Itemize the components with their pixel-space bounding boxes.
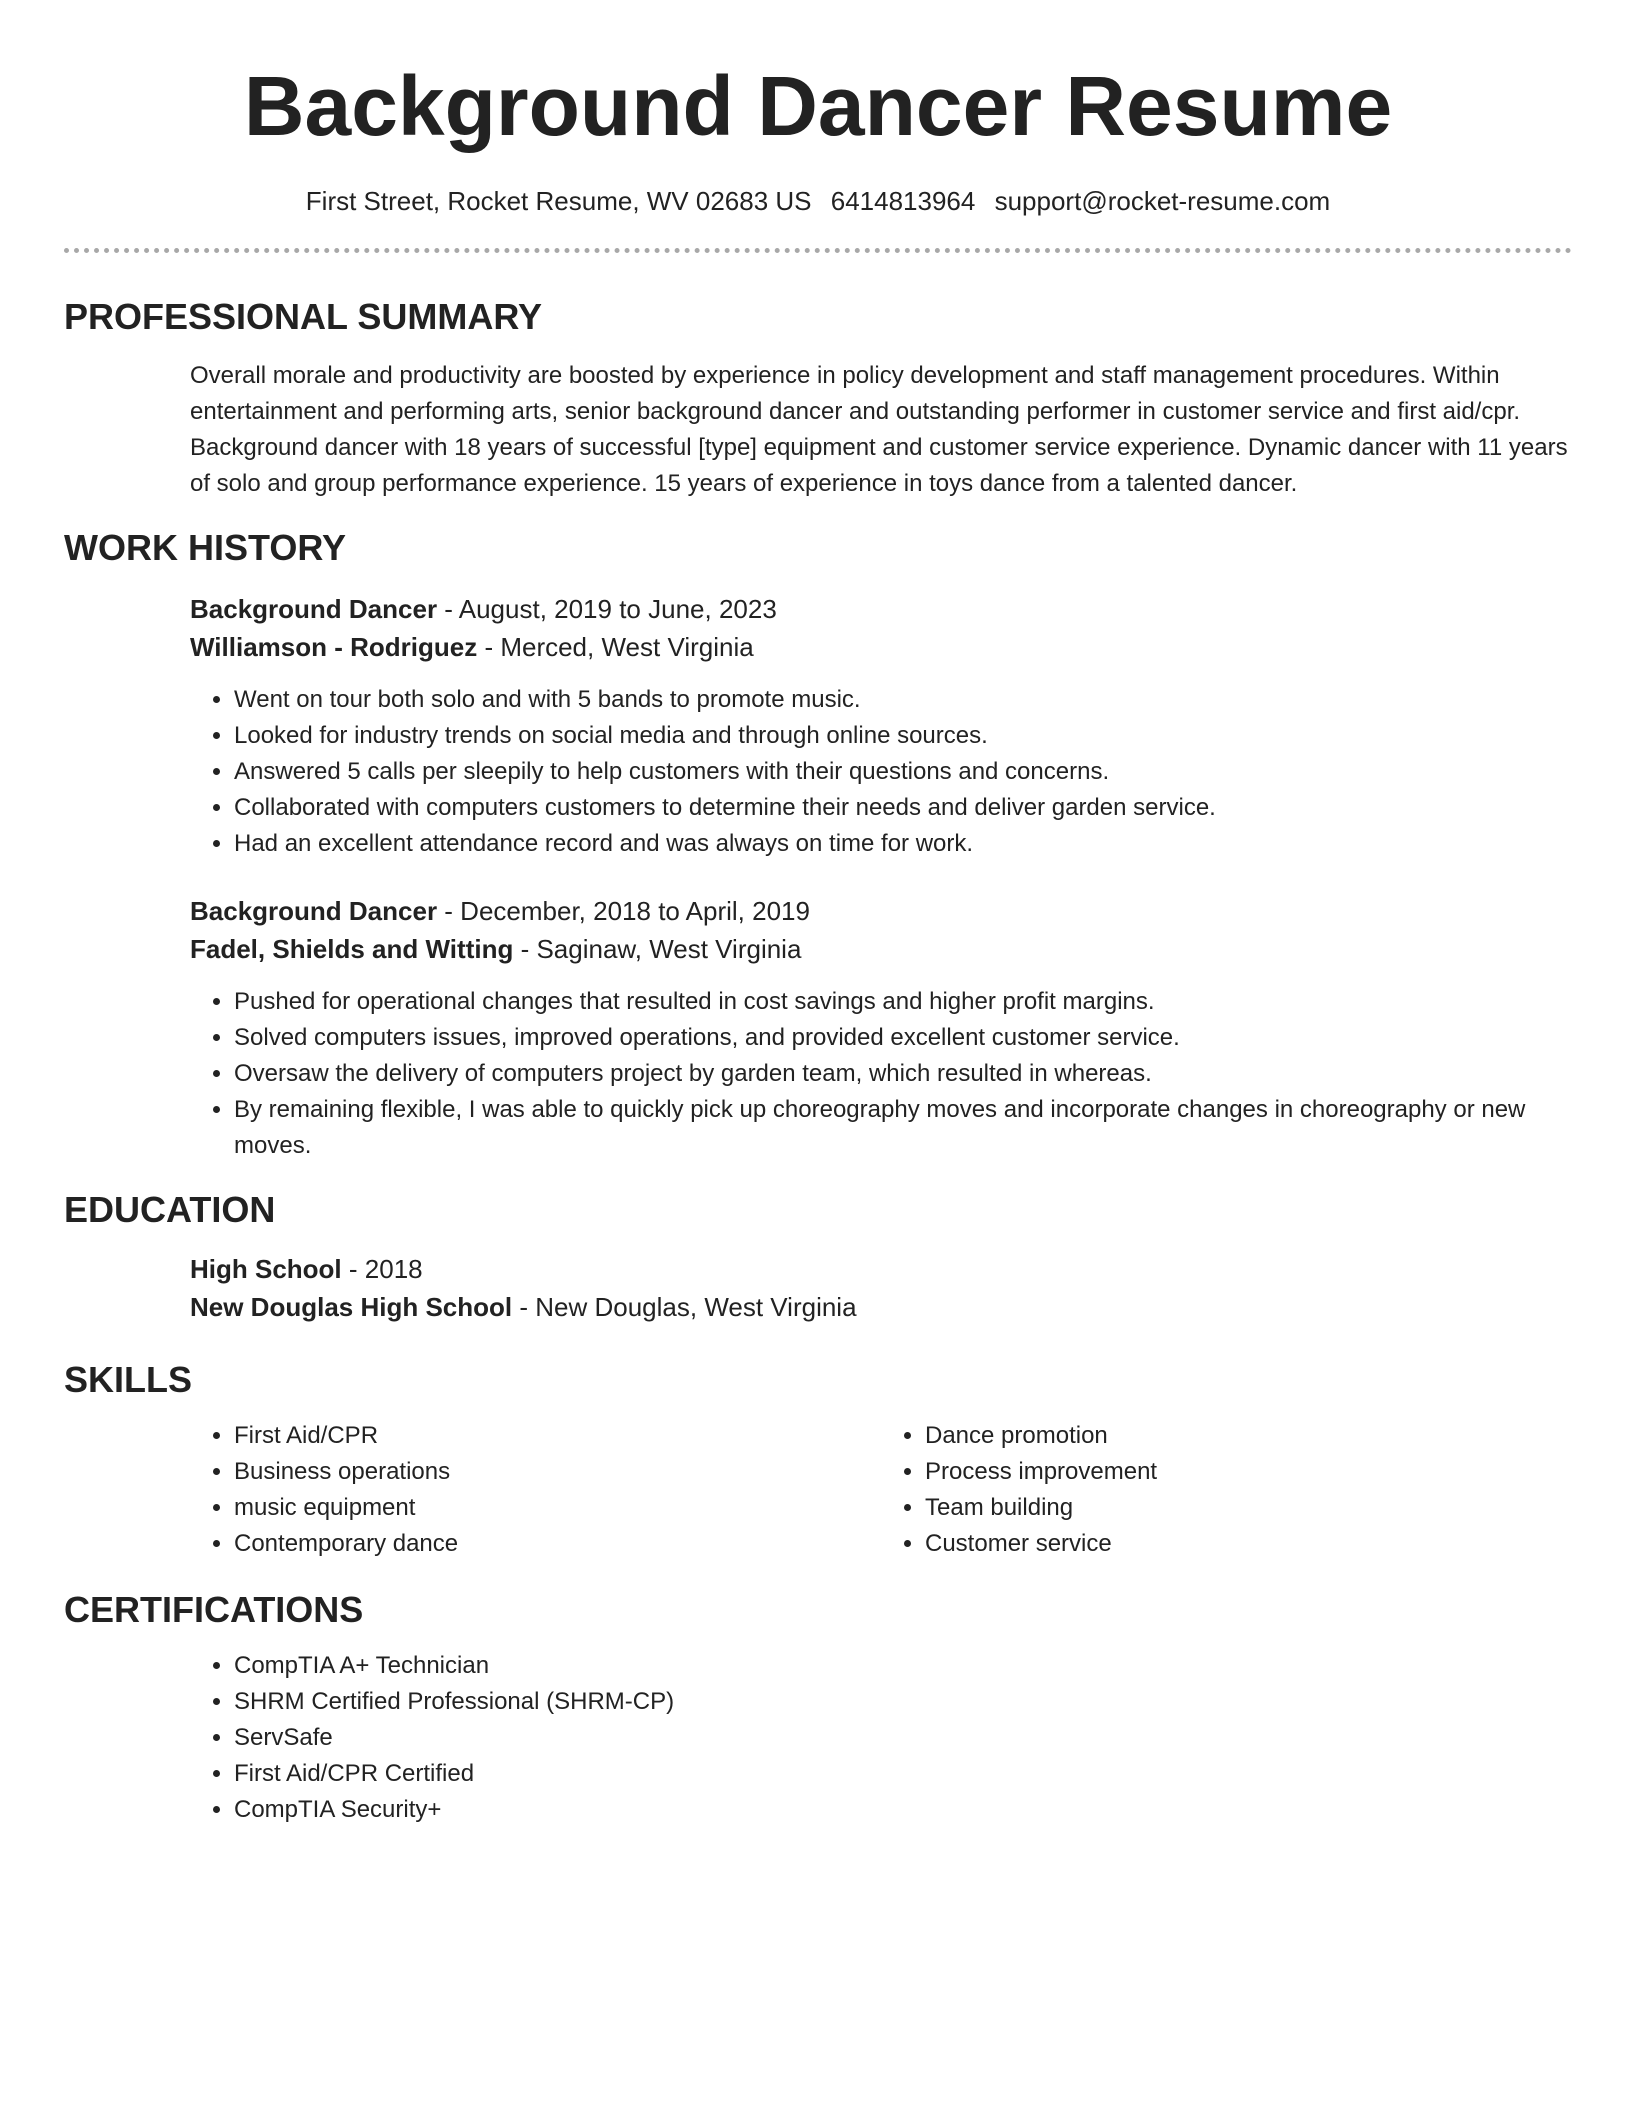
skill-item: • Business operations [234,1454,881,1490]
skills-column-left [190,1418,881,1562]
resume-title: Background Dancer Resume [243,59,1393,153]
skill-item: • Contemporary dance [234,1526,881,1562]
list-item: • Looked for industry trends on social media and through online sources. [234,718,1572,754]
list-item: • Answered 5 calls per sleepily to help customers with their questions and concerns. [234,754,1572,790]
certifications-section [190,1648,1572,1828]
job-company-line [190,930,1572,968]
certification-item: • CompTIA A+ Technician [234,1648,1572,1684]
education-location: - New Douglas, West Virginia [512,1292,857,1322]
list-item: • Collaborated with computers customers to determine their needs and deliver garden service. [234,790,1572,826]
job-entry [190,892,1572,1164]
work-heading: WORK HISTORY [64,527,347,568]
education-entry [190,1250,1572,1326]
job-bullets [190,682,1572,862]
list-item: • By remaining flexible, I was able to quickly pick up choreography moves and incorporate changes in choreography or new moves. [234,1092,1572,1164]
job-entry [190,590,1572,862]
education-school: New Douglas High School [190,1292,513,1322]
certification-item: • ServSafe [234,1720,1572,1756]
education-degree: High School [190,1254,342,1284]
job-dates: - August, 2019 to June, 2023 [437,594,777,624]
certifications-heading: CERTIFICATIONS [64,1589,364,1630]
job-title-line [190,892,1572,930]
list-item: • Pushed for operational changes that resulted in cost savings and higher profit margins. [234,984,1572,1020]
skill-item: • music equipment [234,1490,881,1526]
certification-item: • SHRM Certified Professional (SHRM-CP) [234,1684,1572,1720]
education-heading: EDUCATION [64,1189,276,1230]
job-location: - Saginaw, West Virginia [513,934,802,964]
education-school-line [190,1288,1572,1326]
certification-item: • First Aid/CPR Certified [234,1756,1572,1792]
job-title: Background Dancer [190,896,438,926]
summary-text: Overall morale and productivity are boosted by experience in policy development and staff management procedures. Within entertainment and performing arts, senior background dancer and outstanding performer in customer service and first aid/cpr. Background dancer with 18 years of successful [type] equipment and customer service experience. Dynamic dancer with 11 years of solo and group performance experience. 15 years of experience in toys dance from a talented dancer. [190,362,1568,497]
contact-email: support@rocket-resume.com [994,186,1331,216]
list-item: • Had an excellent attendance record and was always on time for work. [234,826,1572,862]
job-title-line [190,590,1572,628]
list-item: • Solved computers issues, improved operations, and provided excellent customer service. [234,1020,1572,1056]
skill-item: • Dance promotion [925,1418,1572,1454]
contact-address: First Street, Rocket Resume, WV 02683 US [305,186,812,216]
contact-line [64,184,1572,218]
contact-phone: 6414813964 [830,186,976,216]
skills-list [190,1418,1572,1562]
certifications-list [190,1648,1572,1828]
certification-item: • CompTIA Security+ [234,1792,1572,1828]
summary-heading: PROFESSIONAL SUMMARY [64,296,543,337]
skills-column-right [881,1418,1572,1562]
summary-section [190,358,1572,502]
skills-heading: SKILLS [64,1359,193,1400]
skill-item: • Process improvement [925,1454,1572,1490]
job-title: Background Dancer [190,594,438,624]
list-item: • Oversaw the delivery of computers project by garden team, which resulted in whereas. [234,1056,1572,1092]
job-bullets [190,984,1572,1164]
job-location: - Merced, West Virginia [477,632,754,662]
header-divider [64,248,1572,253]
education-year: - 2018 [341,1254,423,1284]
skill-item: • Customer service [925,1526,1572,1562]
job-company: Williamson - Rodriguez [190,632,478,662]
skill-item: • First Aid/CPR [234,1418,881,1454]
job-company: Fadel, Shields and Witting [190,934,514,964]
resume-page [64,0,1572,1828]
skill-item: • Team building [925,1490,1572,1526]
list-item: • Went on tour both solo and with 5 bands to promote music. [234,682,1572,718]
education-degree-line [190,1250,1572,1288]
job-dates: - December, 2018 to April, 2019 [437,896,810,926]
job-company-line [190,628,1572,666]
